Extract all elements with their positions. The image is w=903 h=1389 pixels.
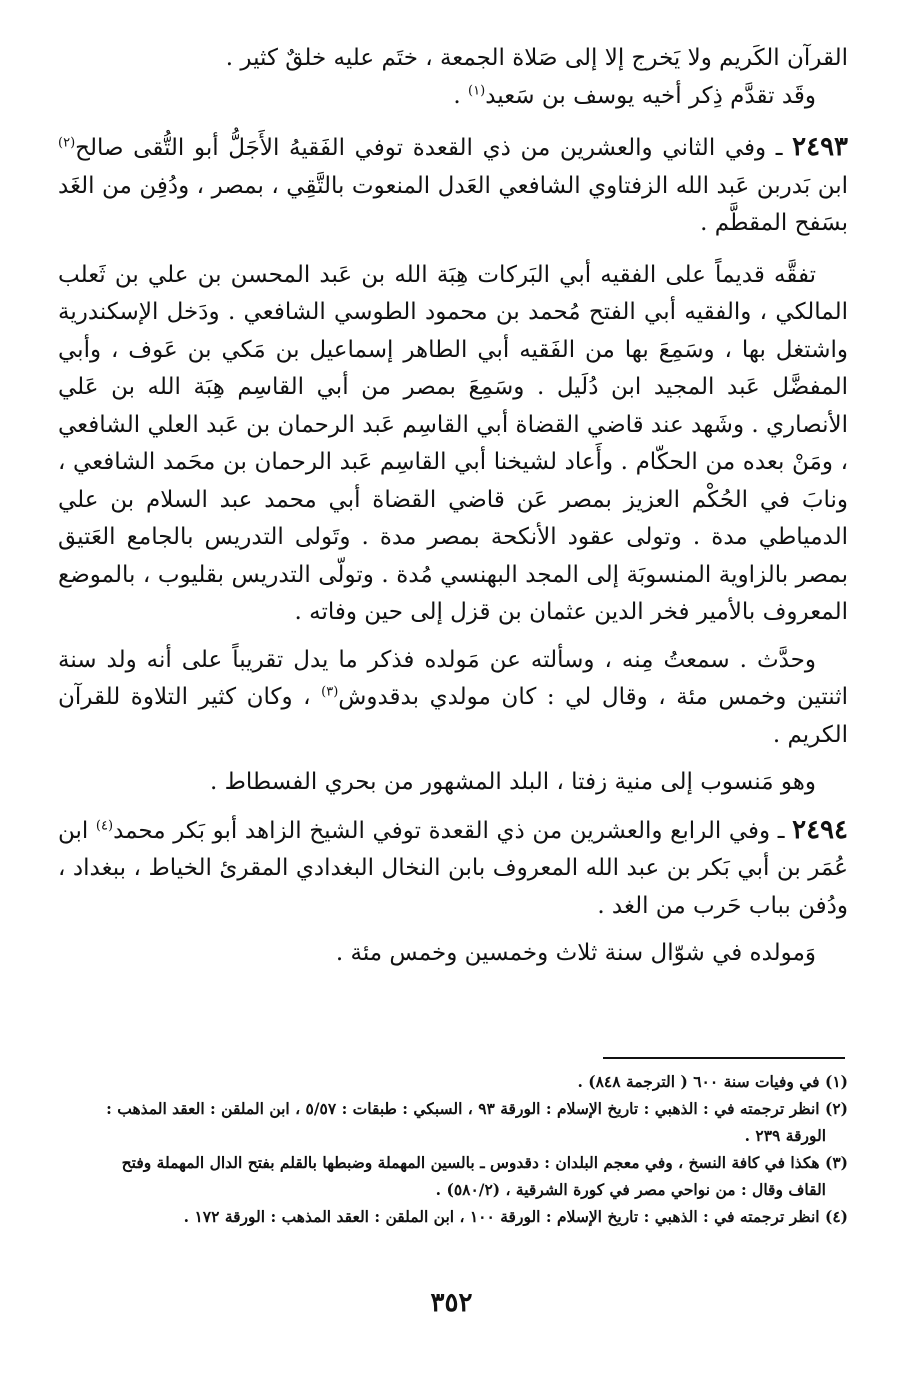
page-number: ٣٥٢ [430,1288,473,1318]
footnote-text: انظر ترجمته في : الذهبي : تاريخ الإسلام : الورقة ٩٣ ، السبكي : طبقات : ٥/٥٧ ، ابن الملقن : العقد المذهب : [106,1099,825,1118]
entry-number: ٢٤٩٤ [792,814,848,845]
footnote-divider [603,1057,845,1059]
entry-2493 [58,129,848,243]
main-text [58,40,848,973]
entry-heading: ـ وفي الثاني والعشرين من ذي القعدة توفي الفَقيهُ الأَجَلُّ أبو التُّقى صالح [75,135,793,161]
footnote-3 [58,1149,848,1203]
footnote-continuation: القاف وقال : من نواحي مصر في كورة الشرقية ، (٥٨٠/٢) . [435,1180,826,1199]
footnote-mark: (١) [824,1072,848,1091]
paragraph-4-end: ، وكان كثير التلاوة للقرآن الكريم . [58,684,848,748]
footnote-2 [58,1095,848,1149]
paragraph-4 [58,642,848,755]
footnote-ref-2: (٢) [58,135,76,151]
footnote-4 [58,1203,848,1230]
footnote-text: في وفيات سنة ٦٠٠ ( الترجمة ٨٤٨) . [577,1072,825,1091]
footnote-mark: (٤) [824,1207,848,1226]
footnotes [58,1068,848,1230]
paragraph-1: القرآن الكَريم ولا يَخرج إلا إلى صَلاة الجمعة ، ختَم عليه خلقٌ كثير . [225,45,848,71]
footnote-1 [58,1068,848,1095]
paragraph-5: وهو مَنسوب إلى منية زفتا ، البلد المشهور من بحري الفسطاط . [209,769,816,795]
paragraph-3: تفقَّه قديماً على الفقيه أبي البَركات هِبَة الله بن عَبد المحسن بن علي بن ثَعلب المالكي ، والفقيه أبي الفتح مُحمد بن محمود الطوسي الشافعي . ودَخل الإسكندرية واشتغل بها ، وسَمِعَ بها من الفَقيه أبي الطاهر إسماعيل بن مَكي بن عَوف ، وأبي المفضَّل عَبد المجيد ابن دُلَيل . وسَمِعَ بمصر من أبي القاسِم هِبَة الله بن عَلي الأنصاري . وشَهد عند قاضي القضاة أبي القاسِم عَبد الرحمان بن عَبد العلي الشافعي ، ومَنْ بعده من الحكّام . وأَعاد لشيخنا أبي القاسِم عَبد الرحمان بن محَمد الشافعي ، ونابَ في الحُكْم العزيز بمصر عَن قاضي القضاة أبي محمد عبد السلام بن علي الدمياطي مدة . وتولى عقود الأنكحة بمصر مدة . وتَولى التدريس بالجامع العَتيق بمصر بالزاوية المنسوبَة إلى المجد البهنسي مُدة . وتولّى التدريس بقليوب ، بالموضع المعروف بالأمير فخر الدين عثمان بن قزل إلى حين وفاته . [58,261,848,625]
footnote-mark: (٢) [824,1099,848,1118]
entry-continuation: ابن بَدربن عَبد الله الزفتاوي الشافعي العَدل المنعوت بالتَّقِي ، بمصر ، ودُفِن من الغَد بسَفح المقطَّم . [58,172,848,236]
paragraph-2-end: . [453,82,469,109]
entry-continuation: ابن عُمَر بن أبي بَكر بن عبد الله المعروف بابن النخال البغدادي المقرئ الخياط ، ببغداد ، ودُفن بباب حَرب من الغد . [58,817,848,919]
paragraph-2-text: وقَد تقدَّم ذِكر أخيه يوسف بن سَعيد [485,82,816,109]
footnote-text: انظر ترجمته في : الذهبي : تاريخ الإسلام : الورقة ١٠٠ ، ابن الملقن : العقد المذهب : الورقة ١٧٢ . [183,1207,825,1226]
entry-2494 [58,812,848,926]
footnote-ref-4: (٤) [95,817,114,833]
paragraph-4-text: وحدَّث . سمعتُ مِنه ، وسألته عن مَولده فذكر ما يدل تقريباً على أنه ولد سنة اثنتين وخمس مئة ، وقال لي : كان مولدي بدقدوش [58,646,849,710]
entry-number: ٢٤٩٣ [792,132,848,162]
footnote-text: هكذا في كافة النسخ ، وفي معجم البلدان : دقدوس ـ بالسين المهملة وضبطها بالقلم بفتح الدال المهملة وفتح [121,1153,825,1172]
footnote-ref-3: (٣) [321,684,339,700]
paragraph-2 [58,78,848,116]
entry-heading: ـ وفي الرابع والعشرين من ذي القعدة توفي الشيخ الزاهد أبو بَكر محمد [113,817,793,844]
paragraph-6: وَمولده في شوّال سنة ثلاث وخمسين وخمس مئة . [335,940,816,966]
footnote-ref-1: (١) [468,82,486,98]
footnote-mark: (٣) [824,1153,848,1172]
footnote-continuation: الورقة ٢٣٩ . [744,1126,826,1145]
